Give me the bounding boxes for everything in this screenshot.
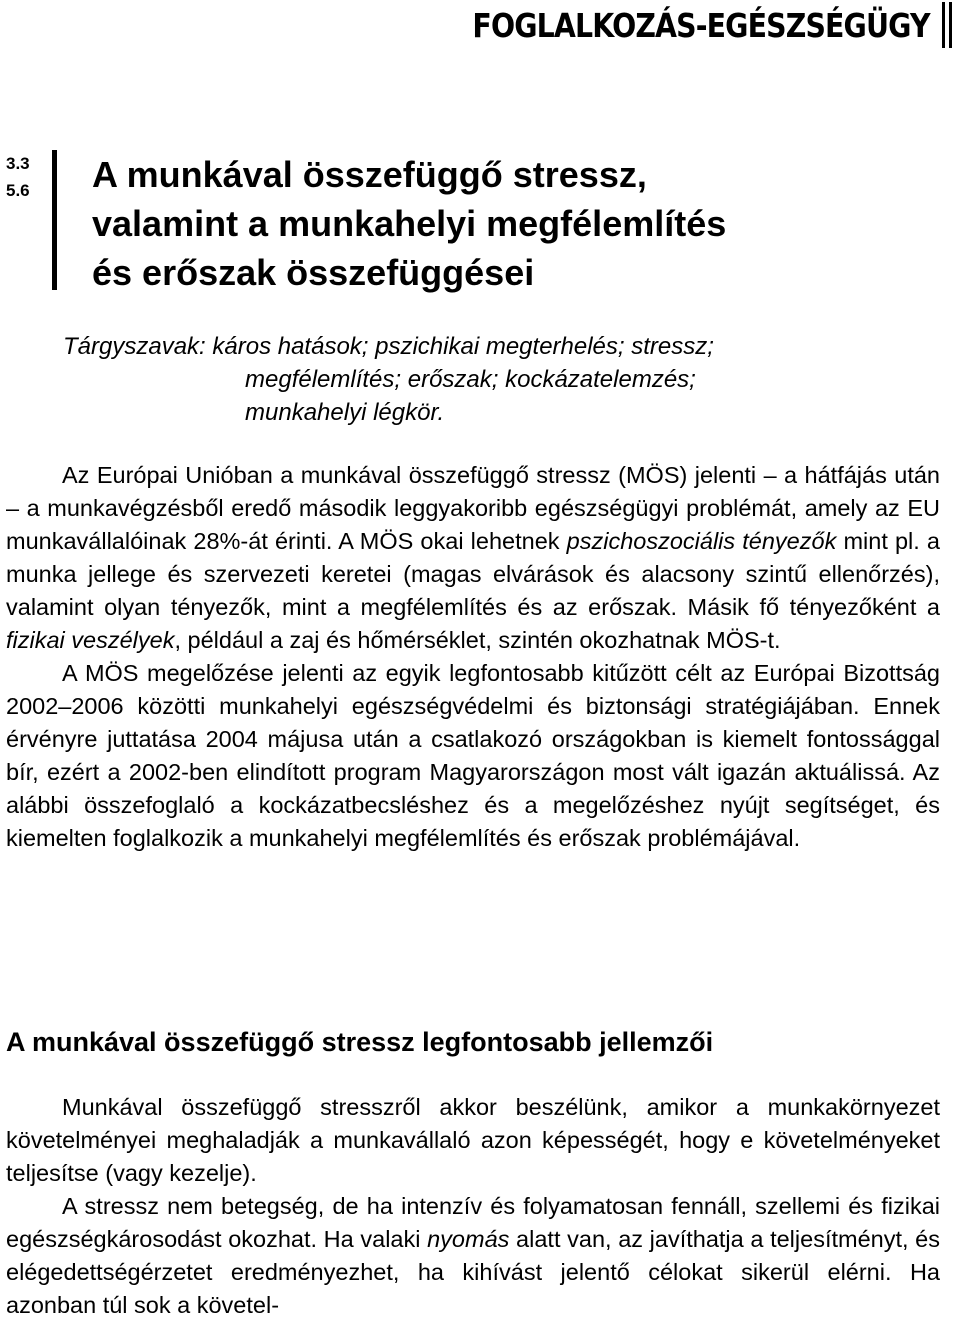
title-line: A munkával összefüggő stressz, bbox=[92, 154, 647, 195]
section-number bbox=[6, 150, 30, 204]
section-heading: A munkával összefüggő stressz legfontosabb jellemzői bbox=[6, 1027, 714, 1057]
text-run: alatt van, az javíthatja a teljesítményt, és elégedettségérzetet eredményezhet, ha kihívást jelentő célokat sikerül elérni. Ha azonban túl sok a követel- bbox=[6, 1226, 940, 1318]
keywords-line: Tárgyszavak: káros hatások; pszichikai megterhelés; stressz; bbox=[63, 333, 714, 360]
title-line: és erőszak összefüggései bbox=[92, 252, 535, 293]
title-vertical-bar bbox=[52, 150, 57, 290]
emphasis: fizikai veszélyek bbox=[6, 627, 175, 653]
running-header-title: FOGLALKOZÁS-EGÉSZSÉGÜGY bbox=[472, 6, 930, 45]
emphasis: pszichoszociális tényezők bbox=[566, 528, 837, 554]
keywords-line: megfélemlítés; erőszak; kockázatelemzés; bbox=[245, 366, 696, 393]
article-title bbox=[92, 150, 726, 297]
text-run: , például a zaj és hőmérséklet, szintén okozhatnak MÖS-t. bbox=[174, 627, 781, 653]
header-double-rule bbox=[942, 2, 952, 48]
emphasis: nyomás bbox=[427, 1226, 510, 1252]
text-run: A stressz nem betegség, de ha intenzív és folyamatosan fennáll, szellemi és fizikai egészségkárosodást okozhat. Ha valaki bbox=[6, 1193, 940, 1252]
section-number-line: 3.3 bbox=[6, 154, 30, 173]
intro-section bbox=[6, 459, 940, 855]
text-run: Az Európai Unióban a munkával összefüggő stressz (MÖS) jelenti – a hátfájás után – a munkavégzésből eredő második leggyakoribb egészségügyi problémát, amely az EU munkavállalóinak 28%-át érinti. A MÖS okai lehetnek bbox=[6, 462, 940, 554]
paragraph: A MÖS megelőzése jelenti az egyik legfontosabb kitűzött célt az Európai Bizottság 2002–2006 közötti munkahelyi egészségvédelmi és biztonsági stratégiájában. Ennek érvényre juttatása 2004 májusa után a csatlakozó országokban is kiemelt fontossággal bír, ezért a 2002-ben elindított program Magyarországon most vált igazán aktuálissá. Az alábbi összefoglaló a kockázatbecsléshez és a megelőzéshez nyújt segítséget, és kiemelten foglalkozik a munkahelyi megfélemlítés és erőszak problémájával. bbox=[6, 660, 940, 851]
keywords bbox=[63, 330, 714, 429]
text-run: mint pl. a munka jellege és szervezeti keretei (magas elvárások és alacsony szintű ellenőrzés), valamint olyan tényezők, mint a megfélemlítés és az erőszak. Másik fő tényezőként a bbox=[6, 528, 940, 620]
title-line: valamint a munkahelyi megfélemlítés bbox=[92, 203, 727, 244]
paragraph bbox=[6, 459, 940, 657]
section-number-line: 5.6 bbox=[6, 181, 30, 200]
characteristics-section bbox=[6, 1091, 940, 1322]
paragraph bbox=[6, 1190, 940, 1322]
paragraph: Munkával összefüggő stresszről akkor beszélünk, amikor a munkakörnyezet követelményei meghaladják a munkavállaló azon képességét, hogy e követelményeket teljesítse (vagy kezelje). bbox=[6, 1094, 940, 1186]
keywords-line: munkahelyi légkör. bbox=[245, 399, 445, 426]
